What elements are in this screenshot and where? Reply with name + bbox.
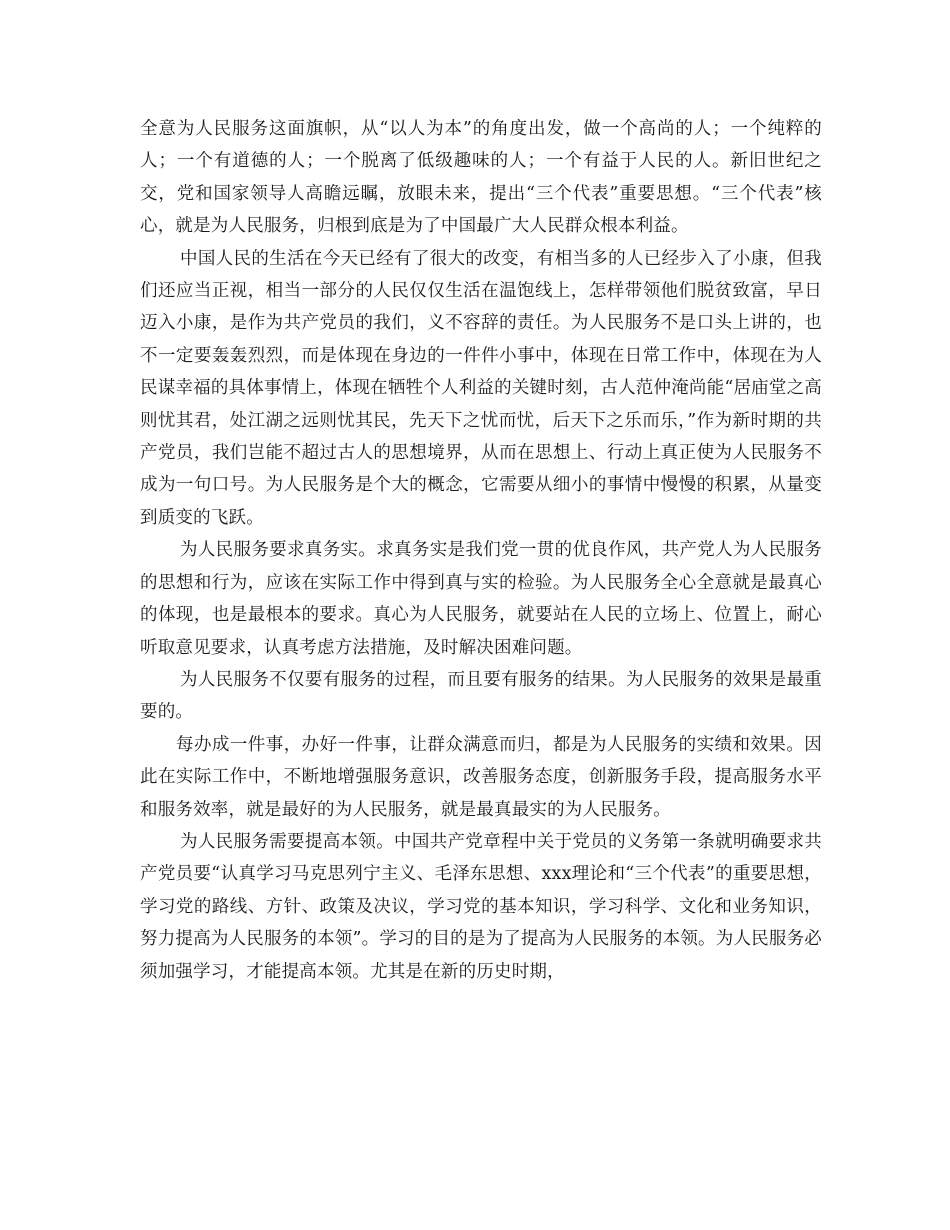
paragraph-4: 为人民服务不仅要有服务的过程，而且要有服务的结果。为人民服务的效果是最重要的。 — [140, 669, 822, 723]
document-body — [140, 113, 822, 988]
paragraph-2: 中国人民的生活在今天已经有了很大的改变，有相当多的人已经步入了小康，但我们还应当正视，相当一部分的人民仅仅生活在温饱线上，怎样带领他们脱贫致富，早日迈入小康，是作为共产党员的我们，义不容辞的责任。为人民服务不是口头上讲的，也不一定要轰轰烈烈，而是体现在身边的一件件小事中，体现在日常工作中，体现在为人民谋幸福的具体事情上，体现在牺牲个人利益的关键时刻，古人范仲淹尚能“居庙堂之高则忧其君，处江湖之远则忧其民，先天下之忧而忧，后天下之乐而乐，”作为新时期的共产党员，我们岂能不超过古人的思想境界，从而在思想上、行动上真正使为人民服务不成为一句口号。为人民服务是个大的概念，它需要从细小的事情中慢慢的积累，从量变到质变的飞跃。 — [140, 248, 822, 528]
paragraph-5: 每办成一件事，办好一件事，让群众满意而归，都是为人民服务的实绩和效果。因此在实际工作中，不断地增强服务意识，改善服务态度，创新服务手段，提高服务水平和服务效率，就是最好的为人民服务，就是最真最实的为人民服务。 — [140, 734, 822, 820]
paragraph-3: 为人民服务要求真务实。求真务实是我们党一贯的优良作风，共产党人为人民服务的思想和行为，应该在实际工作中得到真与实的检验。为人民服务全心全意就是最真心的体现，也是最根本的要求。真心为人民服务，就要站在人民的立场上、位置上，耐心听取意见要求，认真考虑方法措施，及时解决困难问题。 — [140, 540, 822, 658]
paragraph-1: 全意为人民服务这面旗帜，从“以人为本”的角度出发，做一个高尚的人；一个纯粹的人；一个有道德的人；一个脱离了低级趣味的人；一个有益于人民的人。新旧世纪之交，党和国家领导人高瞻远瞩，放眼未来，提出“三个代表”重要思想。“三个代表”核心，就是为人民服务，归根到底是为了中国最广大人民群众根本利益。 — [140, 119, 822, 237]
paragraph-6: 为人民服务需要提高本领。中国共产党章程中关于党员的义务第一条就明确要求共产党员要“认真学习马克思列宁主义、毛泽东思想、xxx理论和“三个代表”的重要思想，学习党的路线、方针、政策及决议，学习党的基本知识，学习科学、文化和业务知识，努力提高为人民服务的本领”。学习的目的是为了提高为人民服务的本领。为人民服务必须加强学习，才能提高本领。尤其是在新的历史时期， — [140, 831, 822, 982]
